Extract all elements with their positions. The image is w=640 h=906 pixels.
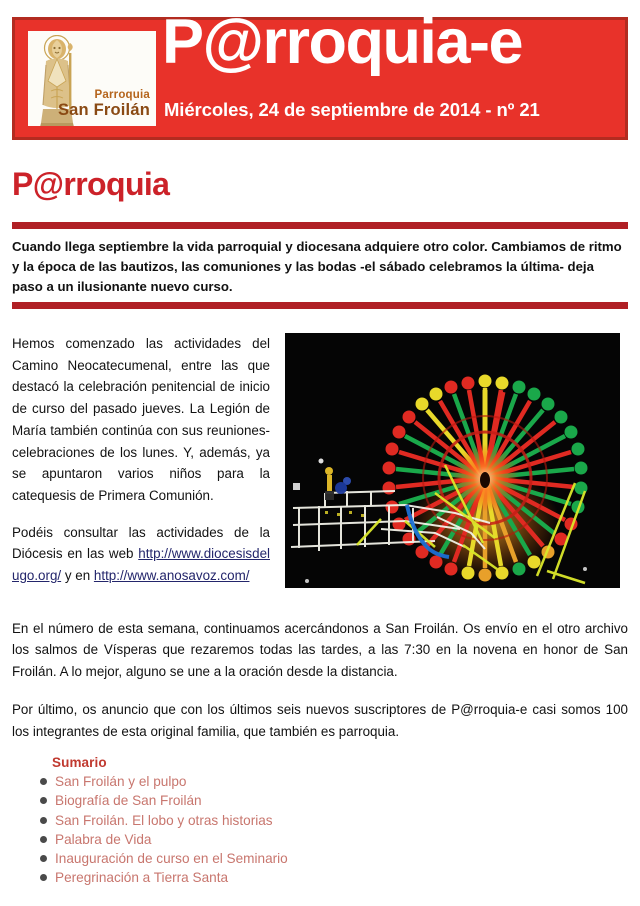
publication-title: P@rroquia-e	[162, 7, 522, 77]
logo-line-1: Parroquia	[94, 88, 150, 101]
link-diocesisdelugo[interactable]: http://www.diocesisdelugo.org/	[12, 546, 270, 584]
sumario-title: Sumario	[52, 755, 107, 770]
bullet-icon	[40, 797, 47, 804]
sumario-item-label: Palabra de Vida	[55, 831, 152, 847]
divider-top	[12, 222, 628, 229]
link-anosavoz[interactable]: http://www.anosavoz.com/	[93, 568, 250, 584]
column-paragraph-2	[12, 522, 270, 587]
logo-line-2: San Froilán	[57, 100, 150, 119]
left-column-text	[12, 333, 270, 587]
bullet-icon	[40, 778, 47, 785]
sumario-item-label: Biografía de San Froilán	[55, 793, 202, 809]
lead-paragraph: Cuando llega septiembre la vida parroquial y diocesana adquiere otro color. Cambiamos de ritmo y la época de las bautizos, las comuniones y las bodas -el sábado celebramos la última- deja paso a un ilusionante nuevo curso.	[12, 239, 622, 295]
sumario-list	[36, 772, 452, 888]
column-paragraph-1: Hemos comenzado las actividades del Camino Neocatecumenal, entre las que destacó la celebración penitencial de inicio de curso del pasado jueves. La Legión de María también continúa con sus reuniones-celebraciones de los lunes. Y, además, ya se apuntaron varios niños para la catequesis de Primera Comunión.	[12, 336, 270, 503]
lower-paragraph-2: Por último, os anuncio que con los últimos seis nuevos suscriptores de P@rroquia-e casi somos 100 los integrantes de esta original familia, que también es parroquia.	[12, 702, 628, 739]
sumario-item-label: San Froilán y el pulpo	[55, 774, 187, 789]
bullet-icon	[40, 817, 47, 824]
ferris-wheel-night-photo	[285, 333, 620, 588]
bullet-icon	[40, 836, 47, 843]
sumario-item-label: Peregrinación a Tierra Santa	[55, 870, 229, 886]
sumario-section	[52, 755, 452, 888]
masthead-text-area	[156, 7, 625, 137]
list-item[interactable]	[36, 868, 452, 887]
column-paragraph-2-intro: Podéis consultar las actividades de la Diócesis en las web	[12, 524, 270, 562]
sumario-item-label: Inauguración de curso en el Seminario	[55, 851, 288, 867]
list-item[interactable]	[36, 791, 452, 810]
bullet-icon	[40, 874, 47, 881]
lower-paragraph-1: En el número de esta semana, continuamos acercándonos a San Froilán. Os envío en el otro archivo los salmos de Vísperas que rezaremos todas las tardes, a las 7:30 en la novena en honor de San Froilán. A lo mejor, alguno se une a la oración desde la distancia.	[12, 621, 628, 679]
parish-logo	[28, 31, 156, 126]
list-item[interactable]	[36, 830, 452, 849]
parish-logo-text	[58, 89, 156, 126]
sumario-item-label: San Froilán. El lobo y otras historias	[55, 812, 273, 828]
section-title: P@rroquia	[12, 166, 170, 202]
list-item[interactable]	[36, 849, 452, 868]
divider-bottom	[12, 302, 628, 309]
bullet-icon	[40, 855, 47, 862]
list-item[interactable]	[36, 811, 452, 830]
between-links-text: y en	[61, 568, 94, 584]
issue-date: Miércoles, 24 de septiembre de 2014 - nº 21	[164, 99, 540, 120]
list-item[interactable]	[36, 772, 452, 791]
lower-body-text	[12, 618, 628, 742]
masthead-banner	[12, 7, 628, 140]
